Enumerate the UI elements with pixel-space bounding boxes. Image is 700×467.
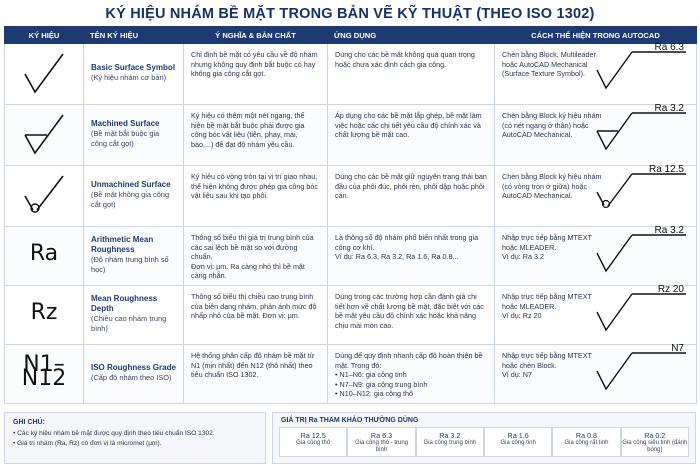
reference-heading: GIÁ TRỊ Ra THAM KHẢO THƯỜNG DÙNG (281, 417, 419, 424)
cad-cell (495, 44, 697, 105)
cad-cell (495, 105, 697, 166)
reference-cell (484, 427, 552, 457)
table-row (5, 345, 697, 404)
page-title: KÝ HIỆU NHÁM BỀ MẶT TRONG BẢN VẼ KỸ THUẬT (THEO ISO 1302) (105, 6, 595, 22)
table-header (5, 27, 697, 44)
meaning-cell (184, 345, 328, 404)
usage-cell (328, 286, 495, 345)
name-cell (84, 166, 184, 227)
symbol-name: Unmachined Surface (91, 180, 171, 190)
reference-desc: Gia công thô (296, 440, 331, 446)
roughness-symbol-icon (21, 211, 67, 220)
cad-cell (495, 227, 697, 286)
reference-value: Ra 0.8 (575, 431, 598, 440)
header-symbol: KÝ HIỆU (5, 27, 84, 44)
cad-text: Nhập trực tiếp bằng MTEXT hoặc chèn Block. Ví dụ: N7 (502, 351, 592, 380)
header-usage: ỨNG DỤNG (328, 27, 495, 44)
meaning-text: Thông số biểu thị giá trị trung bình của các sai lệch bề mặt so với đường chuẩn. Đơn vị: µm. Ra càng nhỏ thì bề mặt càng nhẵn. (191, 233, 314, 281)
reference-value: Ra 6.3 (370, 431, 393, 440)
name-cell (84, 105, 184, 166)
reference-box (272, 412, 696, 464)
reference-value: Ra 0.2 (644, 431, 666, 440)
reference-desc: Gia công trung bình (423, 440, 477, 446)
name-cell (84, 44, 184, 105)
symbol-name-sub: (Bề mặt bắt buộc gia công cắt gọt) (91, 129, 160, 148)
symbol-name-sub: (Bề mặt không gia công cắt gọt) (91, 190, 170, 209)
cad-label: Rz 20 (657, 284, 684, 295)
symbol-cell (5, 44, 84, 105)
cad-label: Ra 3.2 (654, 225, 684, 236)
cad-roughness-icon (594, 225, 690, 277)
meaning-cell (184, 44, 328, 105)
symbol-name: Basic Surface Symbol (91, 63, 176, 73)
usage-cell (328, 44, 495, 105)
symbol-cell (5, 227, 84, 286)
meaning-text: Ký hiệu có thêm một nét ngang, thể hiện bề mặt bắt buộc phải được gia công bóc vật liệu (tiện, phay, mài, bào,...) để đạt độ nhám yêu cầu. (191, 111, 305, 149)
meaning-text: Thông số biểu thị chiều cao trung bình của biên dạng nhám, phản ánh mức độ nhấp nhô của bề mặt. Đơn vị: µm. (191, 292, 317, 321)
reference-value: Ra 1.6 (507, 431, 529, 440)
table-row (5, 286, 697, 345)
cad-label: N7 (671, 343, 684, 354)
meaning-cell (184, 166, 328, 227)
roughness-symbol-icon (21, 150, 67, 159)
reference-row (279, 427, 689, 457)
name-cell (84, 286, 184, 345)
symbol-text: N1–N12 (21, 352, 67, 391)
usage-cell (328, 227, 495, 286)
meaning-text: Chỉ định bề mặt có yêu cầu về độ nhám nhưng không quy định bắt buộc có hay không gia công cắt gọt. (191, 50, 318, 79)
cad-text: Nhập trực tiếp bằng MTEXT hoặc MLEADER. Ví dụ: Rz 20 (502, 292, 592, 321)
reference-desc: Gia công thô - trung bình (354, 440, 408, 454)
cad-roughness-icon (594, 343, 690, 395)
symbol-name: Arithmetic Mean Roughness (91, 235, 154, 255)
header-name: TÊN KÝ HIỆU (84, 27, 184, 44)
cad-cell (495, 345, 697, 404)
reference-cell (279, 427, 347, 457)
cad-roughness-icon (594, 164, 690, 216)
usage-cell (328, 166, 495, 227)
symbol-cell (5, 105, 84, 166)
meaning-cell (184, 286, 328, 345)
symbol-text: Rz (30, 300, 58, 326)
usage-cell (328, 105, 495, 166)
symbol-cell (5, 166, 84, 227)
cad-label: Ra 12.5 (648, 164, 684, 175)
symbol-name: Machined Surface (91, 119, 160, 129)
meaning-text: Hệ thống phân cấp độ nhám bề mặt từ N1 (mịn nhất) đến N12 (thô nhất) theo tiêu chuẩn ISO 1302. (191, 351, 315, 380)
symbol-name-sub: (Cấp độ nhám theo ISO) (91, 373, 172, 383)
cad-text: Chèn bằng Block ký hiệu nhám (có nét ngang ở thân) hoặc AutoCAD Mechanical. (502, 111, 602, 140)
reference-desc: Gia công siêu tinh (đánh bóng) (622, 440, 688, 454)
usage-text: Dùng cho các bề mặt không quá quan trọng hoặc chưa xác định cách gia công. (335, 50, 475, 69)
cad-roughness-icon (594, 103, 690, 155)
cad-label: Ra 3.2 (654, 103, 684, 114)
note-item: • Giá trị nhám (Ra, Rz) có đơn vị là micromet (µm). (13, 440, 162, 447)
reference-desc: Gia công tinh (500, 440, 536, 446)
header-meaning: Ý NGHĨA & BẢN CHẤT (184, 27, 328, 44)
name-cell (84, 345, 184, 404)
symbol-name-sub: (Chiều cao nhám trung bình) (91, 314, 167, 333)
symbol-name: ISO Roughness Grade (91, 363, 176, 373)
notes-heading: GHI CHÚ: (13, 419, 45, 426)
symbol-name-sub: (Độ nhám trung bình số học) (91, 255, 169, 274)
reference-cell (416, 427, 484, 457)
usage-text: Áp dụng cho các bề mặt lắp ghép, bề mặt làm việc hoặc các chi tiết yêu cầu độ chính xác và chất lượng bề mặt cao. (335, 111, 482, 140)
usage-text: Là thông số độ nhám phổ biến nhất trong gia công cơ khí. Ví dụ: Ra 6.3, Ra 3.2, Ra 1.6, Ra 0.8... (335, 233, 479, 262)
note-item: • Các ký hiệu nhám bề mặt được quy định theo tiêu chuẩn ISO 1302. (13, 430, 215, 437)
cad-label: Ra 6.3 (654, 42, 684, 53)
name-cell (84, 227, 184, 286)
usage-text: Dùng cho các bề mặt giữ nguyên trạng thái ban đầu của phôi đúc, phôi rèn, phôi dập hoặc phôi cán. (335, 172, 487, 201)
symbol-cell (5, 286, 84, 345)
roughness-symbol-icon (21, 89, 67, 98)
table-row (5, 44, 697, 105)
symbol-name-sub: (Ký hiệu nhám cơ bản) (91, 73, 167, 83)
cad-text: Chèn bằng Block, Multileader hoặc AutoCAD Mechanical (Surface Texture Symbol). (502, 50, 596, 79)
header-cad: CÁCH THỂ HIỆN TRONG AUTOCAD (495, 27, 697, 44)
cad-roughness-icon (594, 42, 690, 94)
symbol-text: Ra (29, 241, 59, 267)
reference-cell (621, 427, 689, 457)
usage-text: Dùng để quy định nhanh cấp độ hoàn thiện bề mặt. Trong đó: • N1–N6: gia công tinh • N7–N9: gia công trung bình • N10–N12: gia công thô (335, 351, 483, 399)
cad-cell (495, 286, 697, 345)
cad-text: Nhập trực tiếp bằng MTEXT hoặc MLEADER. Ví dụ: Ra 3.2 (502, 233, 592, 262)
meaning-text: Ký hiệu có vòng tròn tại vị trí giao nhau, thể hiện không được phép gia công bóc vật liệu sau khi tạo phôi. (191, 172, 319, 201)
cad-text: Chèn bằng Block ký hiệu nhám (có vòng tròn ở giữa) hoặc AutoCAD Mechanical. (502, 172, 602, 201)
meaning-cell (184, 227, 328, 286)
table-row (5, 227, 697, 286)
reference-cell (552, 427, 620, 457)
symbol-name: Mean Roughness Depth (91, 294, 158, 314)
symbol-table (4, 26, 697, 404)
usage-text: Dùng trong các trường hợp cần đánh giá chi tiết hơn về chất lượng bề mặt, đặc biệt với các bề mặt yêu cầu độ chính xác hoặc khả năng chịu mài mòn cao. (335, 292, 484, 330)
reference-cell (347, 427, 415, 457)
table-row (5, 166, 697, 227)
usage-cell (328, 345, 495, 404)
reference-value: Ra 12.5 (300, 431, 326, 440)
reference-value: Ra 3.2 (439, 431, 461, 440)
cad-roughness-icon (594, 284, 690, 336)
cad-cell (495, 166, 697, 227)
reference-desc: Gia công rất tinh (564, 440, 609, 446)
table-row (5, 105, 697, 166)
notes-box (4, 412, 266, 464)
meaning-cell (184, 105, 328, 166)
symbol-cell (5, 345, 84, 404)
